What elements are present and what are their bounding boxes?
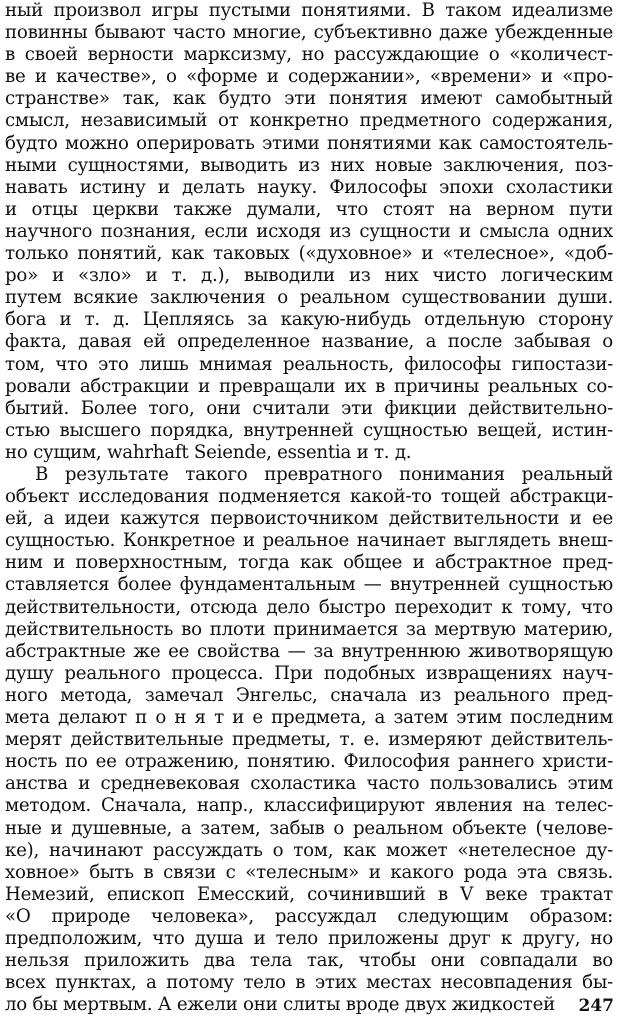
text-line: предположим, что душа и тело приложены друг к другу, но [5, 927, 613, 949]
text-line: анства и средневековая схоластика часто пользовались этим [5, 773, 613, 795]
text-line: бога и т. д. Цепляясь за какую-нибудь отдельную сторону [5, 309, 613, 331]
text-line: будто можно оперировать этими понятиями как самостоятель- [5, 132, 613, 154]
text-line: действительность во плоти принимается за мертвую материю, [5, 618, 613, 640]
text-line: стью высшего порядка, внутренней сущностью вещей, истин- [5, 419, 613, 441]
text-line: ховное» быть в связи с «телесным» и какого рода эта связь. [5, 861, 613, 883]
text-line: объект исследования подменяется какой-то тощей абстракци- [5, 486, 613, 508]
text-line: действительности, отсюда дело быстро переходит к тому, что [5, 596, 613, 618]
paragraph-1 [5, 0, 613, 464]
text-line: душу реального процесса. При подобных извращениях науч- [5, 662, 613, 684]
text-line: только понятий, как таковых («духовное» и «телесное», «доб- [5, 243, 613, 265]
text-line: мета делают п о н я т и е предмета, а затем этим последним [5, 707, 613, 729]
text-line: нельзя приложить два тела так, чтобы они совпадали во [5, 950, 613, 972]
page-number: 247 [578, 996, 614, 1016]
text-line: повинны бывают часто многие, субъективно даже убежденные [5, 22, 613, 44]
text-line: ными сущностями, выводить из них новые заключения, поз- [5, 154, 613, 176]
text-line: абстрактные же ее свойства — за внутреннюю животворящую [5, 640, 613, 662]
text-line: путем всякие заключения о реальном существовании души. [5, 287, 613, 309]
paragraph-2 [5, 464, 613, 1016]
text-line: Немезий, епископ Емесский, сочинивший в V веке трактат [5, 883, 613, 905]
text-line: В результате такого превратного понимания реальный [35, 464, 613, 485]
text-line: ро» и «зло» и т. д.), выводили из них чисто логическим [5, 265, 613, 287]
text-line: факта, давая ей определенное название, а после забывая о [5, 331, 613, 353]
text-line: но сущим, wahrhaft Seiende, essentia и т. д. [5, 441, 412, 463]
text-line: ставляется более фундаментальным — внутренней сущностью [5, 574, 613, 596]
text-line: мерят действительные предметы, т. е. измеряют действитель- [5, 729, 613, 751]
text-line: бытий. Более того, они считали эти фикции действительно- [5, 397, 613, 419]
text-line: «О природе человека», рассуждал следующим образом: [5, 905, 613, 927]
text-line: навать истину и делать науку. Философы эпохи схоластики [5, 176, 613, 198]
text-line: странстве» так, как будто эти понятия имеют самобытный [5, 88, 613, 110]
text-line: ей, а идеи кажутся первоисточником действительности и ее [5, 508, 613, 530]
text-line: ке), начинают рассуждать о том, как может «нетелесное ду- [5, 839, 613, 861]
text-line: и отцы церкви также думали, что стоят на верном пути [5, 198, 613, 220]
text-line: всех пунктах, а потому тело в этих местах несовпадения бы- [5, 972, 613, 994]
text-line: ло бы мертвым. А ежели они слиты вроде двух жидкостей [5, 994, 555, 1016]
text-line: ве и качестве», о «форме и содержании», «времени» и «про- [5, 66, 613, 88]
text-line: в своей верности марксизму, но рассуждающие о «количест- [5, 44, 613, 66]
text-line: ровали абстракции и превращали их в причины реальных со- [5, 375, 613, 397]
text-line: методом. Сначала, напр., классифицируют явления на телес- [5, 795, 613, 817]
text-line: ним и поверхностным, тогда как общее и абстрактное пред- [5, 552, 613, 574]
text-line: ные и душевные, а затем, забыв о реальном объекте (челове- [5, 817, 613, 839]
text-line: ность по ее отражению, понятию. Философия раннего христи- [5, 751, 613, 773]
text-line: том, что это лишь мнимая реальность, философы гипостази- [5, 353, 613, 375]
text-line: научного познания, если исходя из сущности и смысла одних [5, 220, 613, 242]
text-line: сущностью. Конкретное и реальное начинает выглядеть внеш- [5, 530, 613, 552]
text-line: смысл, независимый от конкретно предметного содержания, [5, 110, 613, 132]
text-line: ного метода, замечал Энгельс, сначала из реального пред- [5, 684, 613, 706]
text-line: ный произвол игры пустыми понятиями. В таком идеализме [5, 0, 613, 21]
